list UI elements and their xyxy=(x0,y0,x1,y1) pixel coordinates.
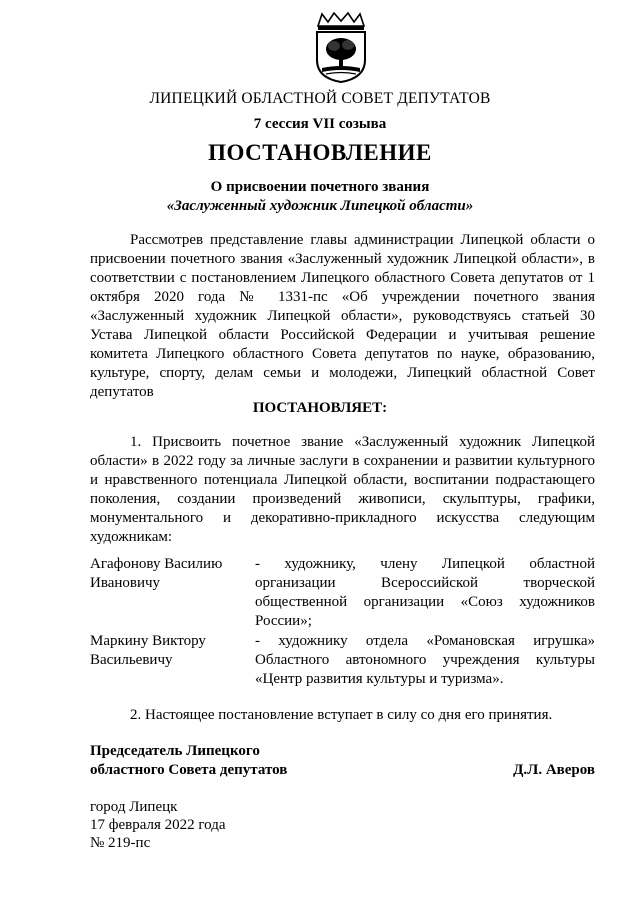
document-type: ПОСТАНОВЛЕНИЕ xyxy=(208,140,432,165)
signature-block xyxy=(90,742,595,780)
awardee-name: Агафонову Василию Ивановичу xyxy=(90,556,223,591)
footer-number: № 219-пс xyxy=(90,835,151,851)
council-name: ЛИПЕЦКИЙ ОБЛАСТНОЙ СОВЕТ ДЕПУТАТОВ xyxy=(149,90,491,107)
preamble-paragraph: Рассмотрев представление главы администрации Липецкой области о присвоении почетного звания «Заслуженный художник Липецкой области», в соответствии с постановлением Липецкого областного Совета депутатов от 1 октября 2020 года № 1331-пс «Об учреждении почетного звания «Заслуженный художник Липецкой области», руководствуясь статьей 30 Устава Липецкой области Российской Федерации и учитывая решение комитета Липецкого областного Совета депутатов по науке, образованию, культуре, спорту, делам семьи и молодежи, Липецкий областной Совет депутатов xyxy=(90,232,595,400)
signatory-name: Д.Л. Аверов xyxy=(513,762,595,778)
item-1-paragraph: 1. Присвоить почетное звание «Заслуженный художник Липецкой области» в 2022 году за личные заслуги в сохранении и развитии культурного и нравственного потенциала Липецкой области, воспитании подрастающего поколения, создании произведений живописи, скульптуры, графики, монументального и декоративно-прикладного искусства следующим художникам: xyxy=(90,434,595,545)
footer-date: 17 февраля 2022 года xyxy=(90,817,226,833)
document-footer xyxy=(90,798,226,852)
awardee-description: - художнику отдела «Романовская игрушка» Областного автономного учреждения культуры «Центр развития культуры и туризма». xyxy=(255,633,595,687)
awardee-description: - художнику, члену Липецкой областной организации Всероссийской творческой общественной организации «Союз художников России»; xyxy=(255,556,595,629)
signatory-title-line-2: областного Совета депутатов xyxy=(90,762,288,778)
document-subject xyxy=(0,178,640,216)
signatory-title-line-1: Председатель Липецкого xyxy=(90,743,260,759)
subject-line-1: О присвоении почетного звания xyxy=(210,179,430,195)
subject-line-2: «Заслуженный художник Липецкой области» xyxy=(166,198,474,214)
session-title: 7 сессия VII созыва xyxy=(253,116,387,132)
decrees-heading: ПОСТАНОВЛЯЕТ: xyxy=(252,400,388,416)
item-2-paragraph: 2. Настоящее постановление вступает в силу со дня его принятия. xyxy=(130,707,553,723)
awardee-name: Маркину Виктору Васильевичу xyxy=(90,633,206,668)
lipetsk-coat-of-arms-icon xyxy=(312,12,370,84)
footer-city: город Липецк xyxy=(90,799,178,815)
